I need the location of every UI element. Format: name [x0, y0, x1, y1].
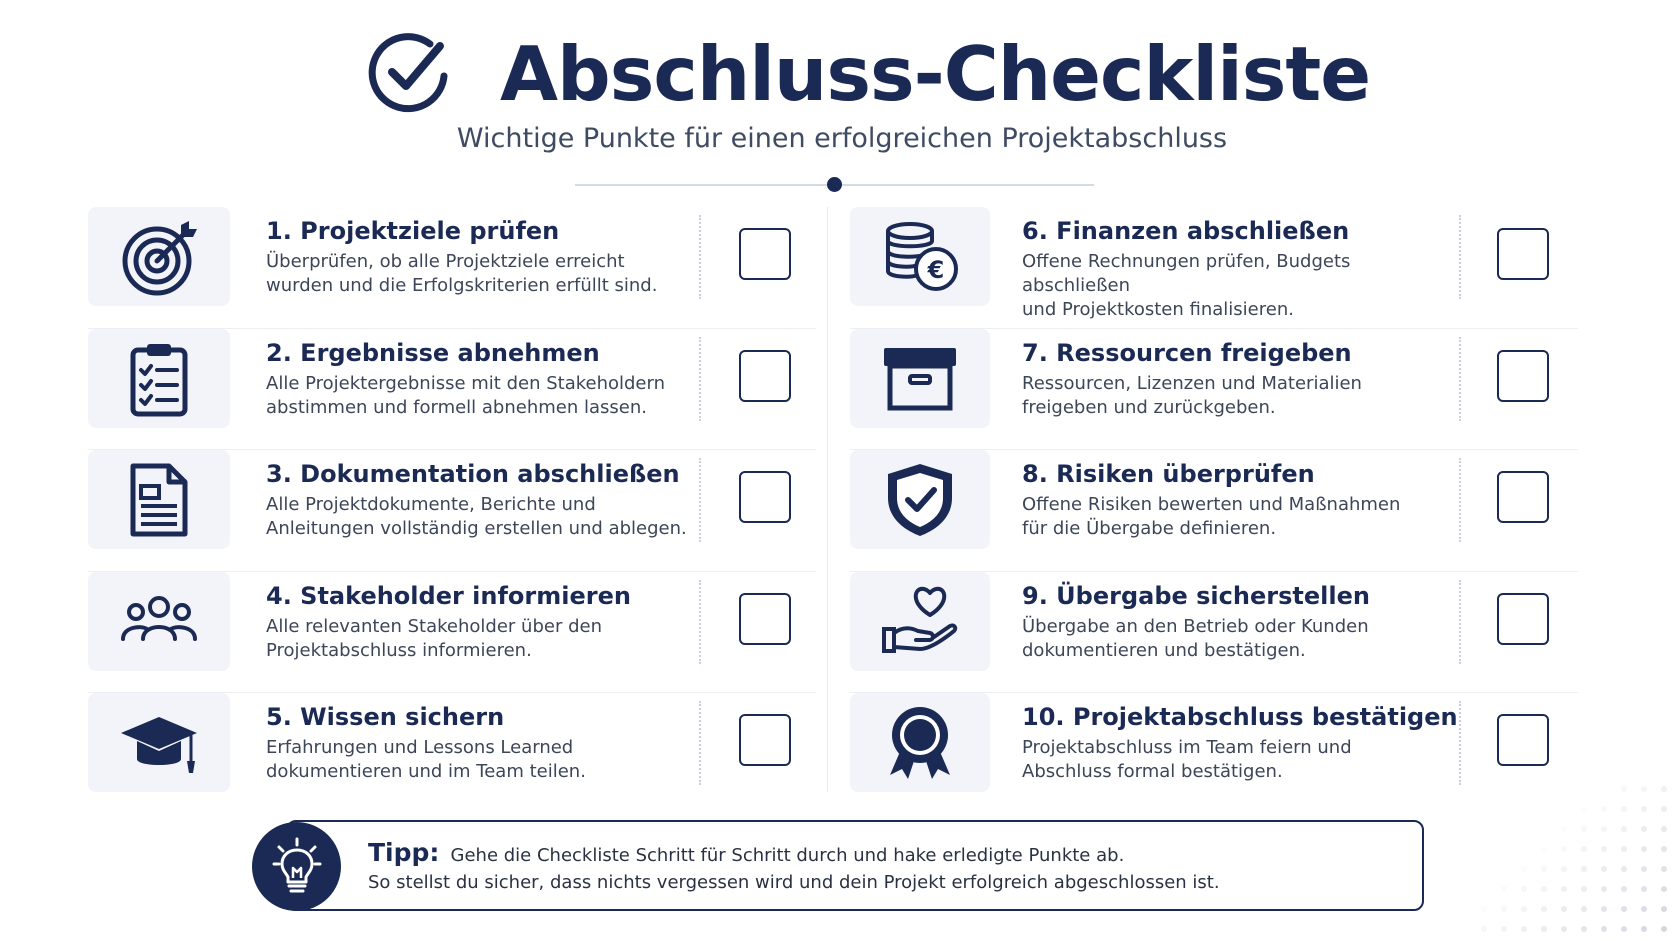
item-description: Erfahrungen und Lessons Learned dokumentieren und im Team teilen. — [266, 737, 586, 782]
item-description: Alle relevanten Stakeholder über den Projektabschluss informieren. — [266, 615, 602, 661]
checkbox-dokumentation[interactable] — [739, 471, 791, 523]
checklist-item — [850, 572, 1578, 694]
item-title: 8. Risiken überprüfen — [1022, 460, 1315, 488]
checkbox-ressourcen[interactable] — [1497, 350, 1549, 402]
checklist-item — [88, 450, 816, 572]
decorative-dot-grid — [1472, 781, 1672, 941]
checkbox-projektziele[interactable] — [739, 228, 791, 280]
checkbox-ergebnisse[interactable] — [739, 350, 791, 402]
lightbulb-icon — [252, 822, 341, 911]
clipboard-checklist-icon — [88, 329, 230, 428]
item-description: Projektabschluss im Team feiern und Abschluss formal bestätigen. — [1022, 737, 1352, 782]
checkbox-uebergabe[interactable] — [1497, 593, 1549, 645]
page-subtitle: Wichtige Punkte für einen erfolgreichen Projektabschluss — [456, 123, 1228, 154]
item-title: 10. Projektabschluss bestätigen — [1022, 703, 1458, 731]
item-title: 2. Ergebnisse abnehmen — [266, 338, 600, 367]
item-description: Alle Projektergebnisse mit den Stakeholdern abstimmen und formell abnehmen lassen. — [266, 372, 665, 418]
item-title: 3. Dokumentation abschließen — [266, 460, 680, 488]
dotted-separator — [699, 215, 701, 299]
checkbox-projektabschluss[interactable] — [1497, 714, 1549, 766]
item-title: 7. Ressourcen freigeben — [1022, 338, 1352, 367]
dotted-separator — [1459, 215, 1461, 299]
header — [0, 0, 1672, 200]
page-title: Abschluss-Checkliste — [500, 30, 1371, 118]
tip-box — [286, 820, 1424, 911]
item-description: Alle Projektdokumente, Berichte und Anleitungen vollständig erstellen und ablegen. — [266, 494, 687, 539]
item-description: Ressourcen, Lizenzen und Materialien freigeben und zurückgeben. — [1022, 372, 1362, 418]
hand-heart-icon — [850, 572, 990, 671]
column-separator — [827, 207, 828, 792]
checklist-item — [88, 207, 816, 329]
dotted-separator — [699, 580, 701, 664]
checklist-item — [850, 450, 1578, 572]
dotted-separator — [699, 337, 701, 421]
document-icon — [88, 450, 230, 549]
checklist-item — [850, 207, 1578, 329]
header-divider-dot — [827, 177, 842, 192]
item-title: 9. Übergabe sicherstellen — [1022, 581, 1370, 610]
dotted-separator — [699, 701, 701, 785]
target-icon — [88, 207, 230, 306]
item-description: Offene Rechnungen prüfen, Budgets abschließen und Projektkosten finalisieren. — [1022, 251, 1351, 320]
item-title: 5. Wissen sichern — [266, 703, 505, 731]
item-title: 4. Stakeholder informieren — [266, 581, 631, 610]
item-description: Offene Risiken bewerten und Maßnahmen für die Übergabe definieren. — [1022, 494, 1401, 539]
checkbox-stakeholder[interactable] — [739, 593, 791, 645]
checkbox-finanzen[interactable] — [1497, 228, 1549, 280]
people-group-icon — [88, 572, 230, 671]
coins-euro-icon — [850, 207, 990, 306]
checkbox-wissen[interactable] — [739, 714, 791, 766]
checkbox-risiken[interactable] — [1497, 471, 1549, 523]
dotted-separator — [1459, 337, 1461, 421]
title-row — [368, 30, 1370, 118]
graduation-cap-icon — [88, 693, 230, 792]
svg-text:€: € — [927, 255, 945, 284]
dotted-separator — [699, 458, 701, 542]
checklist-left-column — [88, 207, 816, 815]
checklist-right-column — [850, 207, 1578, 815]
checklist-item — [88, 572, 816, 694]
shield-check-icon — [850, 450, 990, 549]
tip-text-line2: So stellst du sicher, dass nichts vergessen wird und dein Projekt erfolgreich abgeschlossen ist. — [368, 872, 1220, 893]
item-description: Übergabe an den Betrieb oder Kunden dokumentieren und bestätigen. — [1022, 615, 1369, 661]
tip-text-line1: Gehe die Checkliste Schritt für Schritt durch und hake erledigte Punkte ab. — [450, 845, 1125, 866]
checklist-item — [850, 693, 1578, 815]
checklist-item — [850, 329, 1578, 451]
dotted-separator — [1459, 701, 1461, 785]
checklist-item — [88, 329, 816, 451]
checklist-item — [88, 693, 816, 815]
award-rosette-icon — [850, 693, 990, 792]
dotted-separator — [1459, 458, 1461, 542]
tip-label: Tipp: — [368, 838, 440, 867]
item-description: Überprüfen, ob alle Projektziele erreicht wurden und die Erfolgskriterien erfüllt sind. — [266, 251, 658, 296]
check-circle-icon — [368, 30, 452, 118]
archive-box-icon — [850, 329, 990, 428]
item-title: 6. Finanzen abschließen — [1022, 217, 1350, 245]
dotted-separator — [1459, 580, 1461, 664]
item-title: 1. Projektziele prüfen — [266, 217, 560, 245]
